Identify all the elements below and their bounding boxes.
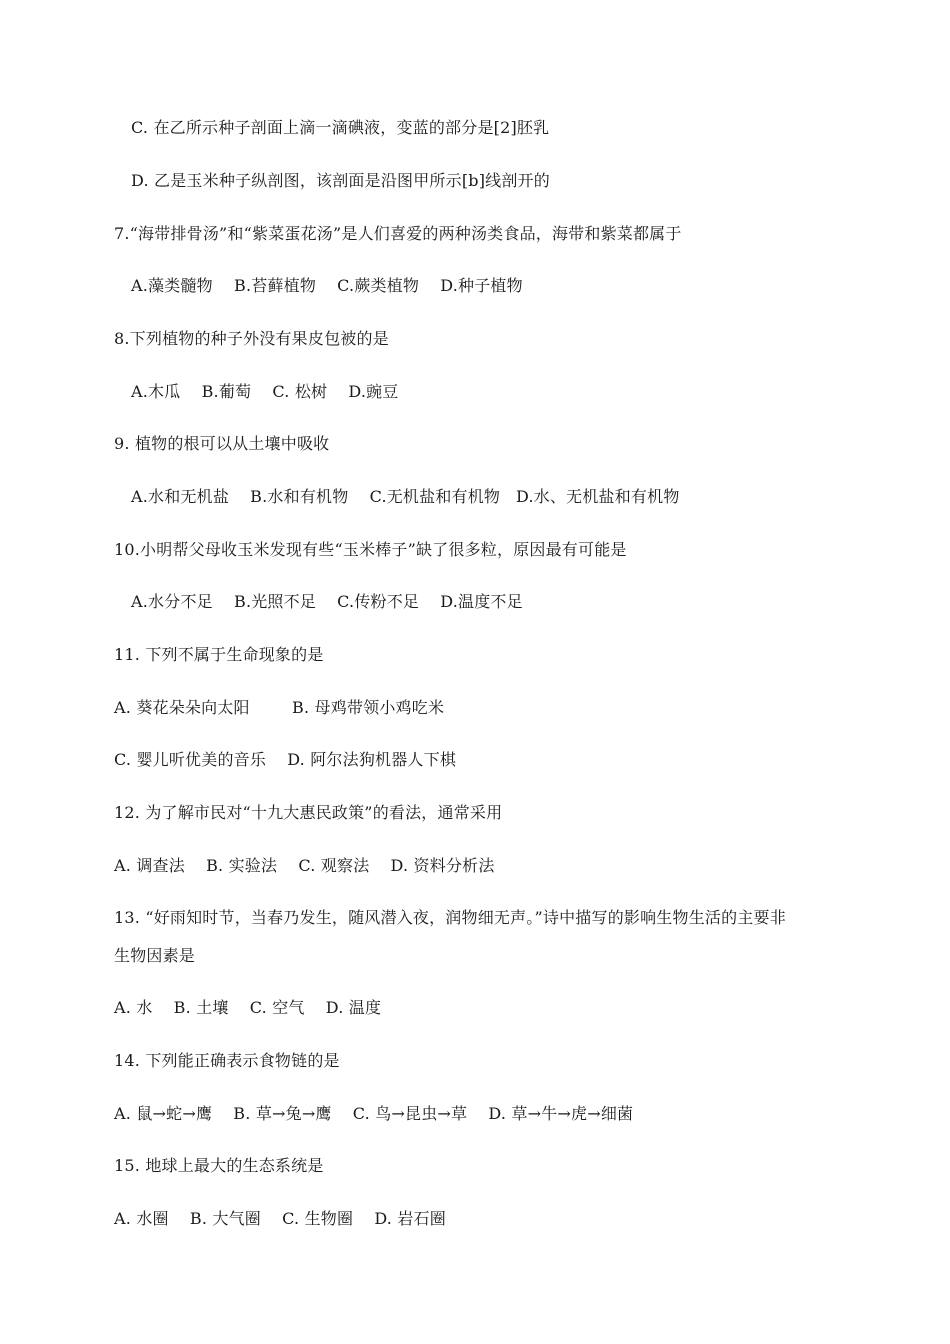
question-11: 11. 下列不属于生命现象的是: [114, 645, 324, 664]
question-14: 14. 下列能正确表示食物链的是: [114, 1051, 340, 1070]
question-8: 8.下列植物的种子外没有果皮包被的是: [114, 329, 389, 348]
q6-option-d: D. 乙是玉米种子纵剖图，该剖面是沿图甲所示[b]线剖开的: [131, 171, 550, 190]
q15-options: A. 水圈 B. 大气圈 C. 生物圈 D. 岩石圈: [114, 1209, 446, 1228]
question-10: 10.小明帮父母收玉米发现有些“玉米棒子”缺了很多粒，原因最有可能是: [114, 540, 627, 559]
question-12: 12. 为了解市民对“十九大惠民政策”的看法，通常采用: [114, 803, 503, 822]
q11-options-cd: C. 婴儿听优美的音乐 D. 阿尔法狗机器人下棋: [114, 750, 457, 769]
q11-options-ab: A. 葵花朵朵向太阳 B. 母鸡带领小鸡吃米: [114, 698, 445, 717]
question-13: 13. “好雨知时节，当春乃发生，随风潜入夜，润物细无声。”诗中描写的影响生物生活的主要非: [114, 908, 786, 927]
q12-options: A. 调查法 B. 实验法 C. 观察法 D. 资料分析法: [114, 856, 495, 875]
q14-options: A. 鼠→蛇→鹰 B. 草→兔→鹰 C. 鸟→昆虫→草 D. 草→牛→虎→细菌: [114, 1104, 634, 1123]
question-9: 9. 植物的根可以从土壤中吸收: [114, 434, 330, 453]
question-7: 7.“海带排骨汤”和“紫菜蛋花汤”是人们喜爱的两种汤类食品，海带和紫菜都属于: [114, 224, 682, 243]
q9-options: A.水和无机盐 B.水和有机物 C.无机盐和有机物 D.水、无机盐和有机物: [131, 487, 680, 506]
q8-options: A.木瓜 B.葡萄 C. 松树 D.豌豆: [131, 382, 399, 401]
q10-options: A.水分不足 B.光照不足 C.传粉不足 D.温度不足: [131, 592, 523, 611]
q6-option-c: C. 在乙所示种子剖面上滴一滴碘液，变蓝的部分是[2]胚乳: [131, 118, 550, 137]
q13-options: A. 水 B. 土壤 C. 空气 D. 温度: [114, 998, 382, 1017]
question-15: 15. 地球上最大的生态系统是: [114, 1156, 324, 1175]
question-13-continued: 生物因素是: [114, 946, 196, 965]
q7-options: A.藻类髓物 B.苔藓植物 C.蕨类植物 D.种子植物: [131, 276, 523, 295]
